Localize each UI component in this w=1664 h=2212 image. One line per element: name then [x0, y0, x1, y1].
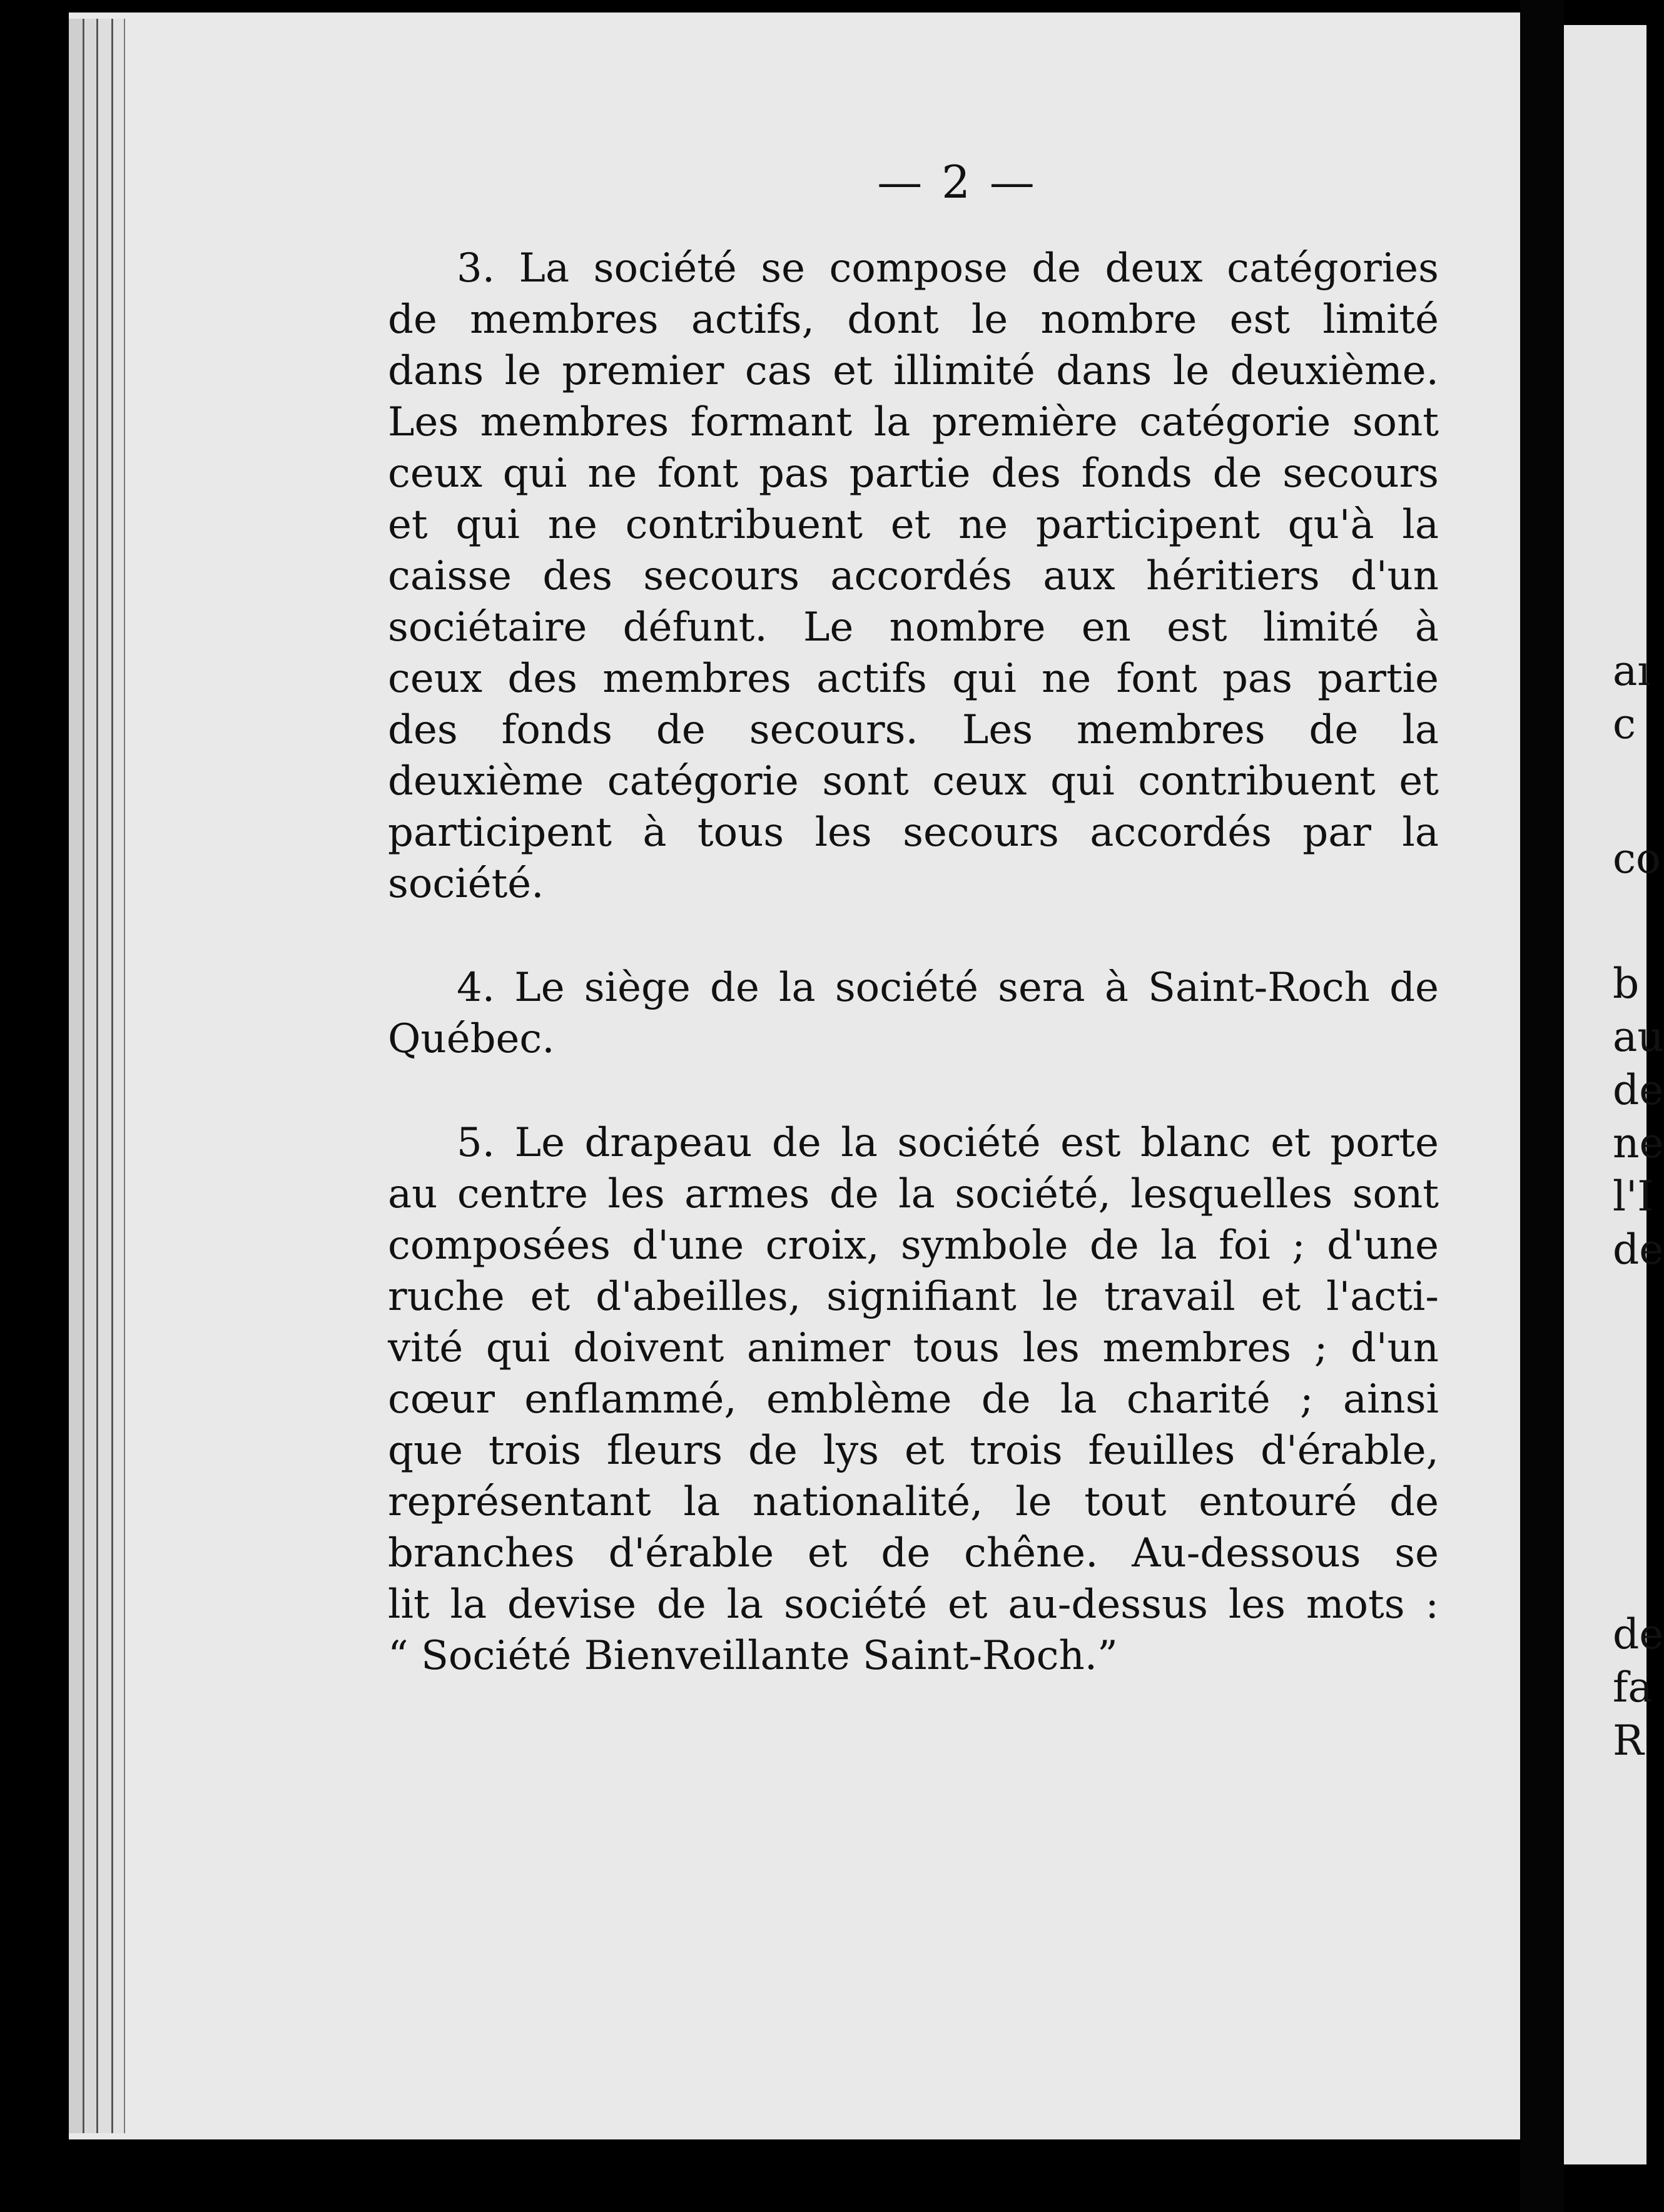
- facing-fragment: b: [1613, 960, 1640, 1008]
- page-edge: [69, 19, 84, 2133]
- page-edge: [99, 19, 113, 2133]
- facing-fragment: de: [1613, 1610, 1664, 1658]
- facing-fragment: de: [1613, 1066, 1664, 1114]
- facing-page: [1564, 25, 1664, 2164]
- article-body: [388, 243, 1439, 1682]
- text-line: “ Société Bienveillante Saint-Roch.”: [388, 1633, 1118, 1679]
- text-line: de membres actifs, dont le nombre est limité: [388, 297, 1439, 343]
- page-edge: [114, 19, 125, 2133]
- facing-fragment: ne: [1613, 1119, 1664, 1167]
- book-gutter: [1520, 0, 1564, 2212]
- text-line: 3. La société se compose de deux catégories: [457, 245, 1439, 292]
- text-line: lit la devise de la société et au-dessus les mots :: [388, 1581, 1439, 1628]
- text-line: ceux qui ne font pas partie des fonds de secours: [388, 450, 1439, 497]
- article-paragraph: [388, 243, 1439, 910]
- facing-fragment: fa: [1613, 1663, 1653, 1712]
- text-line: au centre les armes de la société, lesquelles sont: [388, 1171, 1439, 1217]
- text-line: société.: [388, 861, 544, 907]
- article-paragraph: [388, 962, 1439, 1065]
- facing-fragment: de: [1613, 1225, 1664, 1274]
- text-line: dans le premier cas et illimité dans le deuxième.: [388, 348, 1439, 394]
- page-edge: [85, 19, 98, 2133]
- text-column: [388, 156, 1439, 1734]
- text-line: 4. Le siège de la société sera à Saint-Roch de: [457, 965, 1439, 1011]
- text-line: ruche et d'abeilles, signifiant le travail et l'acti-: [388, 1274, 1439, 1320]
- facing-fragment: au: [1613, 1013, 1664, 1061]
- facing-fragment: c: [1613, 700, 1636, 748]
- text-line: sociétaire défunt. Le nombre en est limité à: [388, 604, 1439, 651]
- article-paragraph: [388, 1117, 1439, 1682]
- text-line: vité qui doivent animer tous les membres ; d'un: [388, 1325, 1439, 1371]
- facing-fragment: co: [1613, 835, 1661, 883]
- text-line: 5. Le drapeau de la société est blanc et porte: [457, 1120, 1439, 1166]
- text-line: Les membres formant la première catégorie sont: [388, 399, 1439, 445]
- text-line: et qui ne contribuent et ne participent qu'à la: [388, 502, 1439, 548]
- text-line: des fonds de secours. Les membres de la: [388, 707, 1439, 753]
- text-line: que trois fleurs de lys et trois feuilles d'érable,: [388, 1428, 1439, 1474]
- text-line: Québec.: [388, 1016, 555, 1062]
- facing-fragment: l'I: [1613, 1172, 1654, 1220]
- text-line: deuxième catégorie sont ceux qui contribuent et: [388, 758, 1439, 804]
- facing-fragment: R: [1613, 1717, 1644, 1765]
- page-number: — 2 —: [877, 156, 1037, 208]
- text-line: cœur enflammé, emblème de la charité ; ainsi: [388, 1376, 1439, 1423]
- text-line: ceux des membres actifs qui ne font pas partie: [388, 656, 1439, 702]
- text-line: branches d'érable et de chêne. Au-dessous se: [388, 1530, 1439, 1576]
- text-line: caisse des secours accordés aux héritiers d'un: [388, 553, 1439, 599]
- text-line: composées d'une croix, symbole de la foi ; d'une: [388, 1222, 1439, 1269]
- text-line: représentant la nationalité, le tout entouré de: [388, 1479, 1439, 1525]
- text-line: participent à tous les secours accordés par la: [388, 809, 1439, 856]
- facing-fragment: aı: [1613, 647, 1651, 695]
